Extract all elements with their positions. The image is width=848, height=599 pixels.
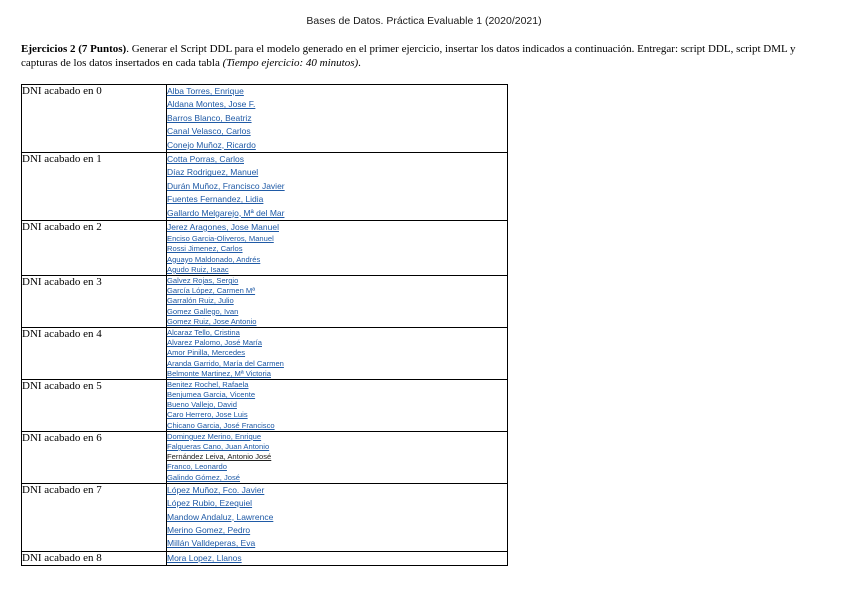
student-link[interactable]: Gomez Ruiz, Jose Antonio [167, 316, 257, 326]
page-header: Bases de Datos. Práctica Evaluable 1 (2020/2021) [306, 15, 542, 27]
student-link[interactable]: Canal Velasco, Carlos [167, 126, 251, 137]
student-link[interactable]: Franco, Leonardo [167, 462, 227, 472]
student-link[interactable]: Agudo Ruiz, Isaac [167, 264, 229, 274]
student-link[interactable]: Alba Torres, Enrique [167, 86, 244, 96]
dni-group-row [22, 483, 508, 551]
student-link[interactable]: Mora Lopez, Llanos [167, 552, 242, 563]
student-link[interactable]: Galvez Rojas, Sergio [167, 276, 239, 286]
exercise-title: Ejercicios 2 (7 Puntos) [21, 43, 127, 55]
student-list [167, 152, 508, 220]
dni-group-label: DNI acabado en 7 [22, 483, 167, 551]
student-link[interactable]: Gomez Gallego, Ivan [167, 306, 239, 316]
dni-group-label: DNI acabado en 5 [22, 379, 167, 431]
student-link[interactable]: Jerez Aragones, Jose Manuel [167, 221, 279, 232]
student-link[interactable]: Mandow Andaluz, Lawrence [167, 511, 274, 522]
student-link[interactable]: Rossi Jimenez, Carlos [167, 244, 243, 254]
student-link[interactable]: Benitez Rochel, Rafaela [167, 379, 249, 389]
dni-table-body [22, 85, 508, 566]
dni-group-row [22, 152, 508, 220]
student-link[interactable]: Alcaraz Tello, Cristina [167, 327, 240, 337]
dni-group-label: DNI acabado en 3 [22, 276, 167, 328]
dni-group-label: DNI acabado en 4 [22, 327, 167, 379]
dni-group-row [22, 551, 508, 565]
student-link[interactable]: Falgueras Cano, Juan Antonio [167, 442, 270, 452]
student-link[interactable]: Chicano Garcia, José Francisco [167, 420, 275, 430]
student-link[interactable]: López Muñoz, Fco. Javier [167, 484, 265, 495]
student-link[interactable]: Aranda Garrido, María del Carmen [167, 358, 284, 368]
student-link[interactable]: Caro Herrero, Jose Luis [167, 410, 248, 420]
student-link[interactable]: Aguayo Maldonado, Andrés [167, 254, 261, 264]
student-link[interactable]: Amor Pinilla, Mercedes [167, 348, 246, 358]
student-list [167, 431, 508, 483]
dni-group-row [22, 276, 508, 328]
student-link[interactable]: Bueno Vallejo, David [167, 400, 237, 410]
exercise-statement [21, 42, 826, 70]
dni-group-label: DNI acabado en 8 [22, 551, 167, 565]
student-link[interactable]: Cotta Porras, Carlos [167, 153, 244, 164]
student-link[interactable]: Galindo Gómez, José [167, 472, 241, 482]
dni-assignment-table [21, 84, 508, 566]
exercise-time: (Tiempo ejercicio: 40 minutos) [222, 57, 359, 69]
student-list [167, 551, 508, 565]
dni-group-row [22, 220, 508, 275]
dni-group-label: DNI acabado en 1 [22, 152, 167, 220]
student-link[interactable]: López Rubio, Ezequiel [167, 498, 253, 509]
exercise-text: . Generar el Script DDL para el modelo generado en el primer ejercicio, insertar los datos indicados a continuación. Entregar: script DDL, script DML y capturas de los datos insertados en cada tabla [21, 43, 796, 69]
student-link[interactable]: Fernández Leiva, Antonio José [167, 452, 272, 462]
dni-group-label: DNI acabado en 6 [22, 431, 167, 483]
student-link[interactable]: Dominguez Merino, Enrique [167, 431, 262, 441]
student-link[interactable]: Conejo Muñoz, Ricardo [167, 139, 256, 150]
student-list [167, 379, 508, 431]
dni-group-row [22, 327, 508, 379]
student-link[interactable]: Merino Gomez, Pedro [167, 524, 251, 535]
student-link[interactable]: Fuentes Fernandez, Lidia [167, 194, 264, 205]
dni-group-row [22, 379, 508, 431]
student-list [167, 276, 508, 328]
student-link[interactable]: Aldana Montes, Jose F. [167, 99, 256, 110]
student-link[interactable]: Díaz Rodriguez, Manuel [167, 167, 259, 178]
student-link[interactable]: Enciso Garcia-Oliveros, Manuel [167, 234, 274, 244]
student-link[interactable]: Alvarez Palomo, José María [167, 338, 262, 348]
student-list [167, 483, 508, 551]
exercise-end: . [358, 57, 361, 69]
student-link[interactable]: Garralón Ruiz, Julio [167, 296, 234, 306]
student-link[interactable]: Barros Blanco, Beatriz [167, 112, 252, 123]
student-list [167, 327, 508, 379]
student-link[interactable]: Belmonte Martinez, Mª Victoria [167, 368, 271, 378]
dni-group-row [22, 431, 508, 483]
dni-group-row [22, 85, 508, 153]
student-link[interactable]: Millán Valldeperas, Eva [167, 538, 256, 549]
student-list [167, 220, 508, 275]
dni-group-label: DNI acabado en 0 [22, 85, 167, 153]
student-link[interactable]: Gallardo Melgarejo, Mª del Mar [167, 207, 285, 218]
student-link[interactable]: Durán Muñoz, Francisco Javier [167, 180, 285, 191]
student-list [167, 85, 508, 153]
student-link[interactable]: Benjumea Garcia, Vicente [167, 390, 256, 400]
student-link[interactable]: García López, Carmen Mª [167, 286, 256, 296]
dni-group-label: DNI acabado en 2 [22, 220, 167, 275]
